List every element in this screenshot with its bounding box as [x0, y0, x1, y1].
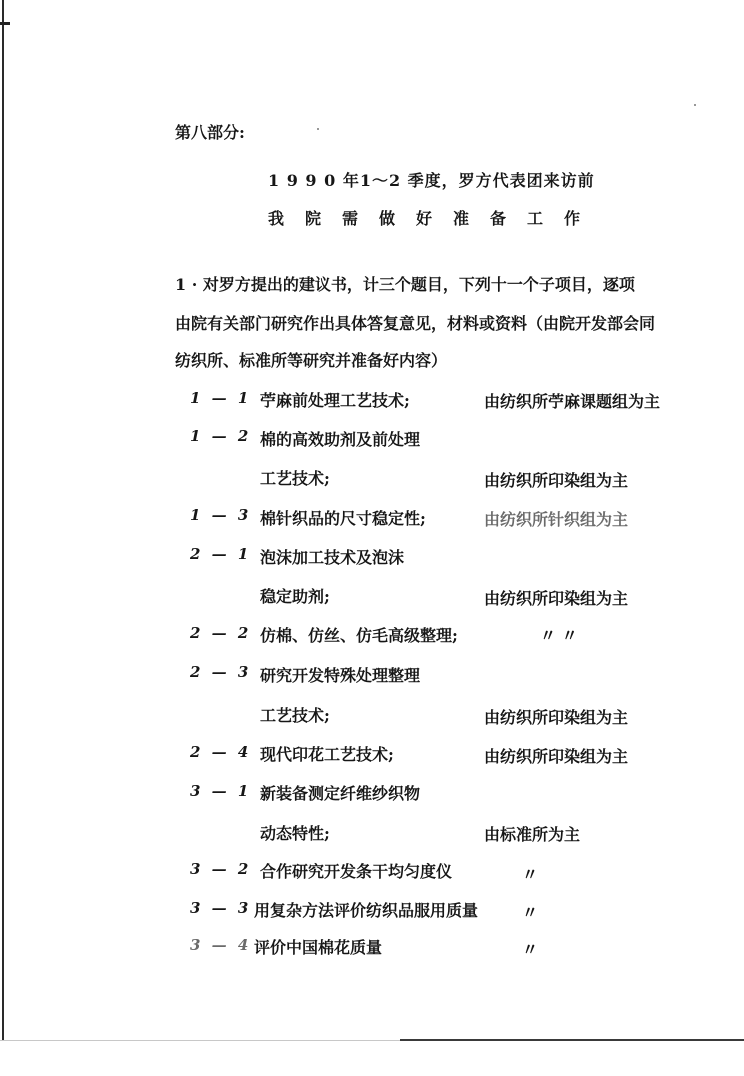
- item-description: 现代印花工艺技术;: [260, 745, 394, 764]
- item-code: 2 — 2: [190, 624, 252, 642]
- item-code: 2 — 4: [190, 743, 252, 761]
- item-responsible: 由纺织所印染组为主: [484, 589, 629, 608]
- item-code: 1 — 1: [190, 389, 252, 407]
- scan-speck: [694, 104, 696, 106]
- item-responsible: 由纺织所印染组为主: [484, 747, 629, 766]
- item-responsible: 由纺织所针织组为主: [484, 510, 629, 529]
- section-heading: 第八部分:: [175, 123, 245, 142]
- item-code: 2 — 3: [190, 663, 252, 681]
- intro-line-2: 由院有关部门研究作出具体答复意见，材料或资料（由院开发部会同: [175, 314, 656, 333]
- scan-edge-line: [2, 0, 4, 1040]
- item-description-cont: 稳定助剂;: [260, 587, 330, 606]
- item-responsible: 〃: [522, 940, 539, 959]
- item-description: 棉的高效助剂及前处理: [260, 430, 421, 449]
- item-responsible: 〃: [522, 903, 539, 922]
- item-responsible: 〃: [522, 865, 539, 884]
- item-description: 仿棉、仿丝、仿毛高级整理;: [260, 626, 458, 645]
- item-responsible: 由标准所为主: [484, 825, 581, 844]
- item-description: 用复杂方法评价纺织品服用质量: [254, 901, 479, 920]
- item-description: 合作研究开发条干均匀度仪: [260, 862, 453, 881]
- item-code: 3 — 3: [190, 899, 252, 917]
- item-responsible: 由纺织所印染组为主: [484, 708, 629, 727]
- page-bottom-edge-dark: [400, 1039, 744, 1041]
- item-description-cont: 动态特性;: [260, 824, 330, 843]
- title-line-1: 1 9 9 0 年1～2 季度，罗方代表团来访前: [268, 171, 595, 190]
- item-code: 3 — 1: [190, 782, 252, 800]
- item-responsible: 〃 〃: [540, 626, 578, 645]
- item-description: 研究开发特殊处理整理: [260, 666, 421, 685]
- item-code: 1 — 2: [190, 427, 252, 445]
- item-responsible: 由纺织所苧麻课题组为主: [484, 392, 661, 411]
- item-description-cont: 工艺技术;: [260, 469, 330, 488]
- item-description-cont: 工艺技术;: [260, 706, 330, 725]
- item-description: 评价中国棉花质量: [254, 938, 383, 957]
- item-code: 1 — 3: [190, 506, 252, 524]
- item-responsible: 由纺织所印染组为主: [484, 471, 629, 490]
- item-code: 3 — 2: [190, 860, 252, 878]
- intro-line-1: 1 · 对罗方提出的建议书，计三个题目，下列十一个子项目，逐项: [175, 275, 635, 294]
- item-description: 新装备测定纤维纱织物: [260, 784, 421, 803]
- item-description: 苧麻前处理工艺技术;: [260, 391, 410, 410]
- item-description: 棉针织品的尺寸稳定性;: [260, 509, 426, 528]
- item-code: 3 — 4: [190, 936, 252, 954]
- scan-speck: [317, 128, 319, 130]
- intro-line-3: 纺织所、标准所等研究并准备好内容）: [175, 351, 448, 370]
- item-code: 2 — 1: [190, 545, 252, 563]
- item-description: 泡沫加工技术及泡沫: [260, 548, 405, 567]
- title-line-2: 我院需做好准备工作: [268, 209, 602, 228]
- scan-edge-mark: [0, 22, 10, 25]
